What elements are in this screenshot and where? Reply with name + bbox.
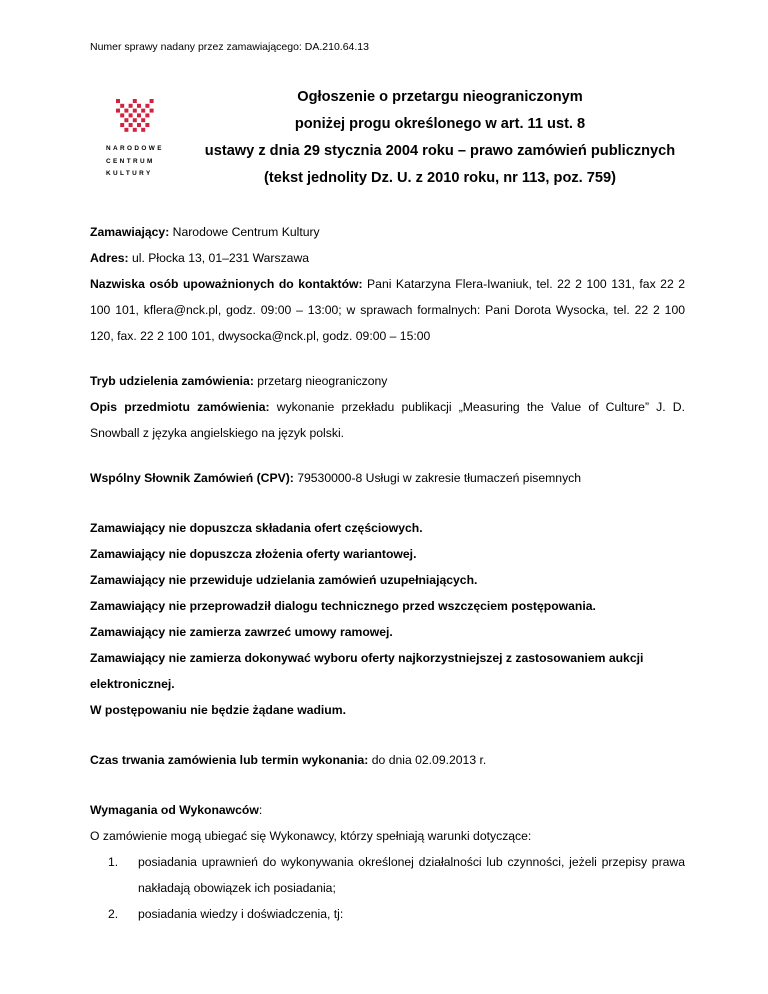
address xyxy=(90,245,685,271)
mode-label: Tryb udzielenia zamówienia: xyxy=(90,374,254,388)
title-line-3: ustawy z dnia 29 stycznia 2004 roku – prawo zamówień publicznych xyxy=(204,143,676,159)
condition-4: Zamawiający nie przeprowadził dialogu technicznego przed wszczęciem postępowania. xyxy=(90,599,596,613)
deadline-value: do dnia 02.09.2013 r. xyxy=(368,753,487,767)
requirement-text-1: posiadania uprawnień do wykonywania określonej działalności lub czynności, jeżeli przepisy prawa nakładają obowiązek ich posiadania; xyxy=(138,855,685,895)
contacts-label: Nazwiska osób upoważnionych do kontaktów: xyxy=(90,277,363,291)
announcement-title xyxy=(190,84,690,192)
crown-logo-icon xyxy=(112,97,160,135)
condition-3: Zamawiający nie przewiduje udzielania zamówień uzupełniających. xyxy=(90,573,478,587)
nck-logo xyxy=(106,97,172,181)
condition-2: Zamawiający nie dopuszcza złożenia oferty wariantowej. xyxy=(90,547,417,561)
condition-5: Zamawiający nie zamierza zawrzeć umowy ramowej. xyxy=(90,625,393,639)
contracting-party xyxy=(90,219,685,245)
title-line-1: Ogłoszenie o przetargu nieograniczonym xyxy=(297,89,583,105)
case-number: Numer sprawy nadany przez zamawiającego: DA.210.64.13 xyxy=(90,41,369,53)
subject-description xyxy=(90,394,685,446)
logo-line-3: KULTURY xyxy=(106,170,153,177)
requirement-text-2: posiadania wiedzy i doświadczenia, tj: xyxy=(138,907,344,921)
address-label: Adres: xyxy=(90,251,129,265)
title-line-4: (tekst jednolity Dz. U. z 2010 roku, nr 113, poz. 759) xyxy=(264,170,616,186)
condition-1: Zamawiający nie dopuszcza składania ofert częściowych. xyxy=(90,521,423,535)
requirements-intro: O zamówienie mogą ubiegać się Wykonawcy, którzy spełniają warunki dotyczące: xyxy=(90,829,532,843)
contacts xyxy=(90,271,685,349)
requirements-label: Wymagania od Wykonawców xyxy=(90,803,259,817)
deadline xyxy=(90,747,685,773)
requirement-item-1 xyxy=(90,849,685,901)
condition-7: W postępowaniu nie będzie żądane wadium. xyxy=(90,703,346,717)
title-line-2: poniżej progu określonego w art. 11 ust. 8 xyxy=(294,116,586,132)
deadline-label: Czas trwania zamówienia lub termin wykonania: xyxy=(90,753,369,767)
cpv-code xyxy=(90,465,685,491)
requirement-number-1: 1. xyxy=(108,855,119,869)
contracting-value: Narodowe Centrum Kultury xyxy=(169,225,320,239)
condition-6: Zamawiający nie zamierza dokonywać wyboru oferty najkorzystniejszej z zastosowaniem aukcji elektronicznej. xyxy=(90,651,644,691)
contracting-label: Zamawiający: xyxy=(90,225,170,239)
document-body xyxy=(90,219,685,927)
subject-label: Opis przedmiotu zamówienia: xyxy=(90,400,270,414)
logo-line-2: CENTRUM xyxy=(106,157,155,165)
requirement-number-2: 2. xyxy=(108,907,119,921)
logo-line-1: NARODOWE xyxy=(106,145,164,152)
cpv-label: Wspólny Słownik Zamówień (CPV): xyxy=(90,471,294,485)
mode-value: przetarg nieograniczony xyxy=(253,374,388,388)
requirements-heading: Wymagania od Wykonawców: xyxy=(90,803,263,817)
procedure-mode xyxy=(90,368,685,394)
subject-value: wykonanie przekładu publikacji „Measuring the Value of Culture” J. D. Snowball z języka angielskiego na język polski. xyxy=(90,400,685,440)
contacts-value: Pani Katarzyna Flera-Iwaniuk, tel. 22 2 100 131, fax 22 2 100 101, kflera@nck.pl, godz. 09:00 – 13:00; w sprawach formalnych: Pani Dorota Wysocka, tel. 22 2 100 120, fax. 22 2 100 101, dwysocka@nck.pl, godz. 09:00 – 15:00 xyxy=(90,277,685,343)
requirement-item-2 xyxy=(90,901,685,927)
cpv-value: 79530000-8 Usługi w zakresie tłumaczeń pisemnych xyxy=(293,471,582,485)
address-value: ul. Płocka 13, 01–231 Warszawa xyxy=(128,251,310,265)
